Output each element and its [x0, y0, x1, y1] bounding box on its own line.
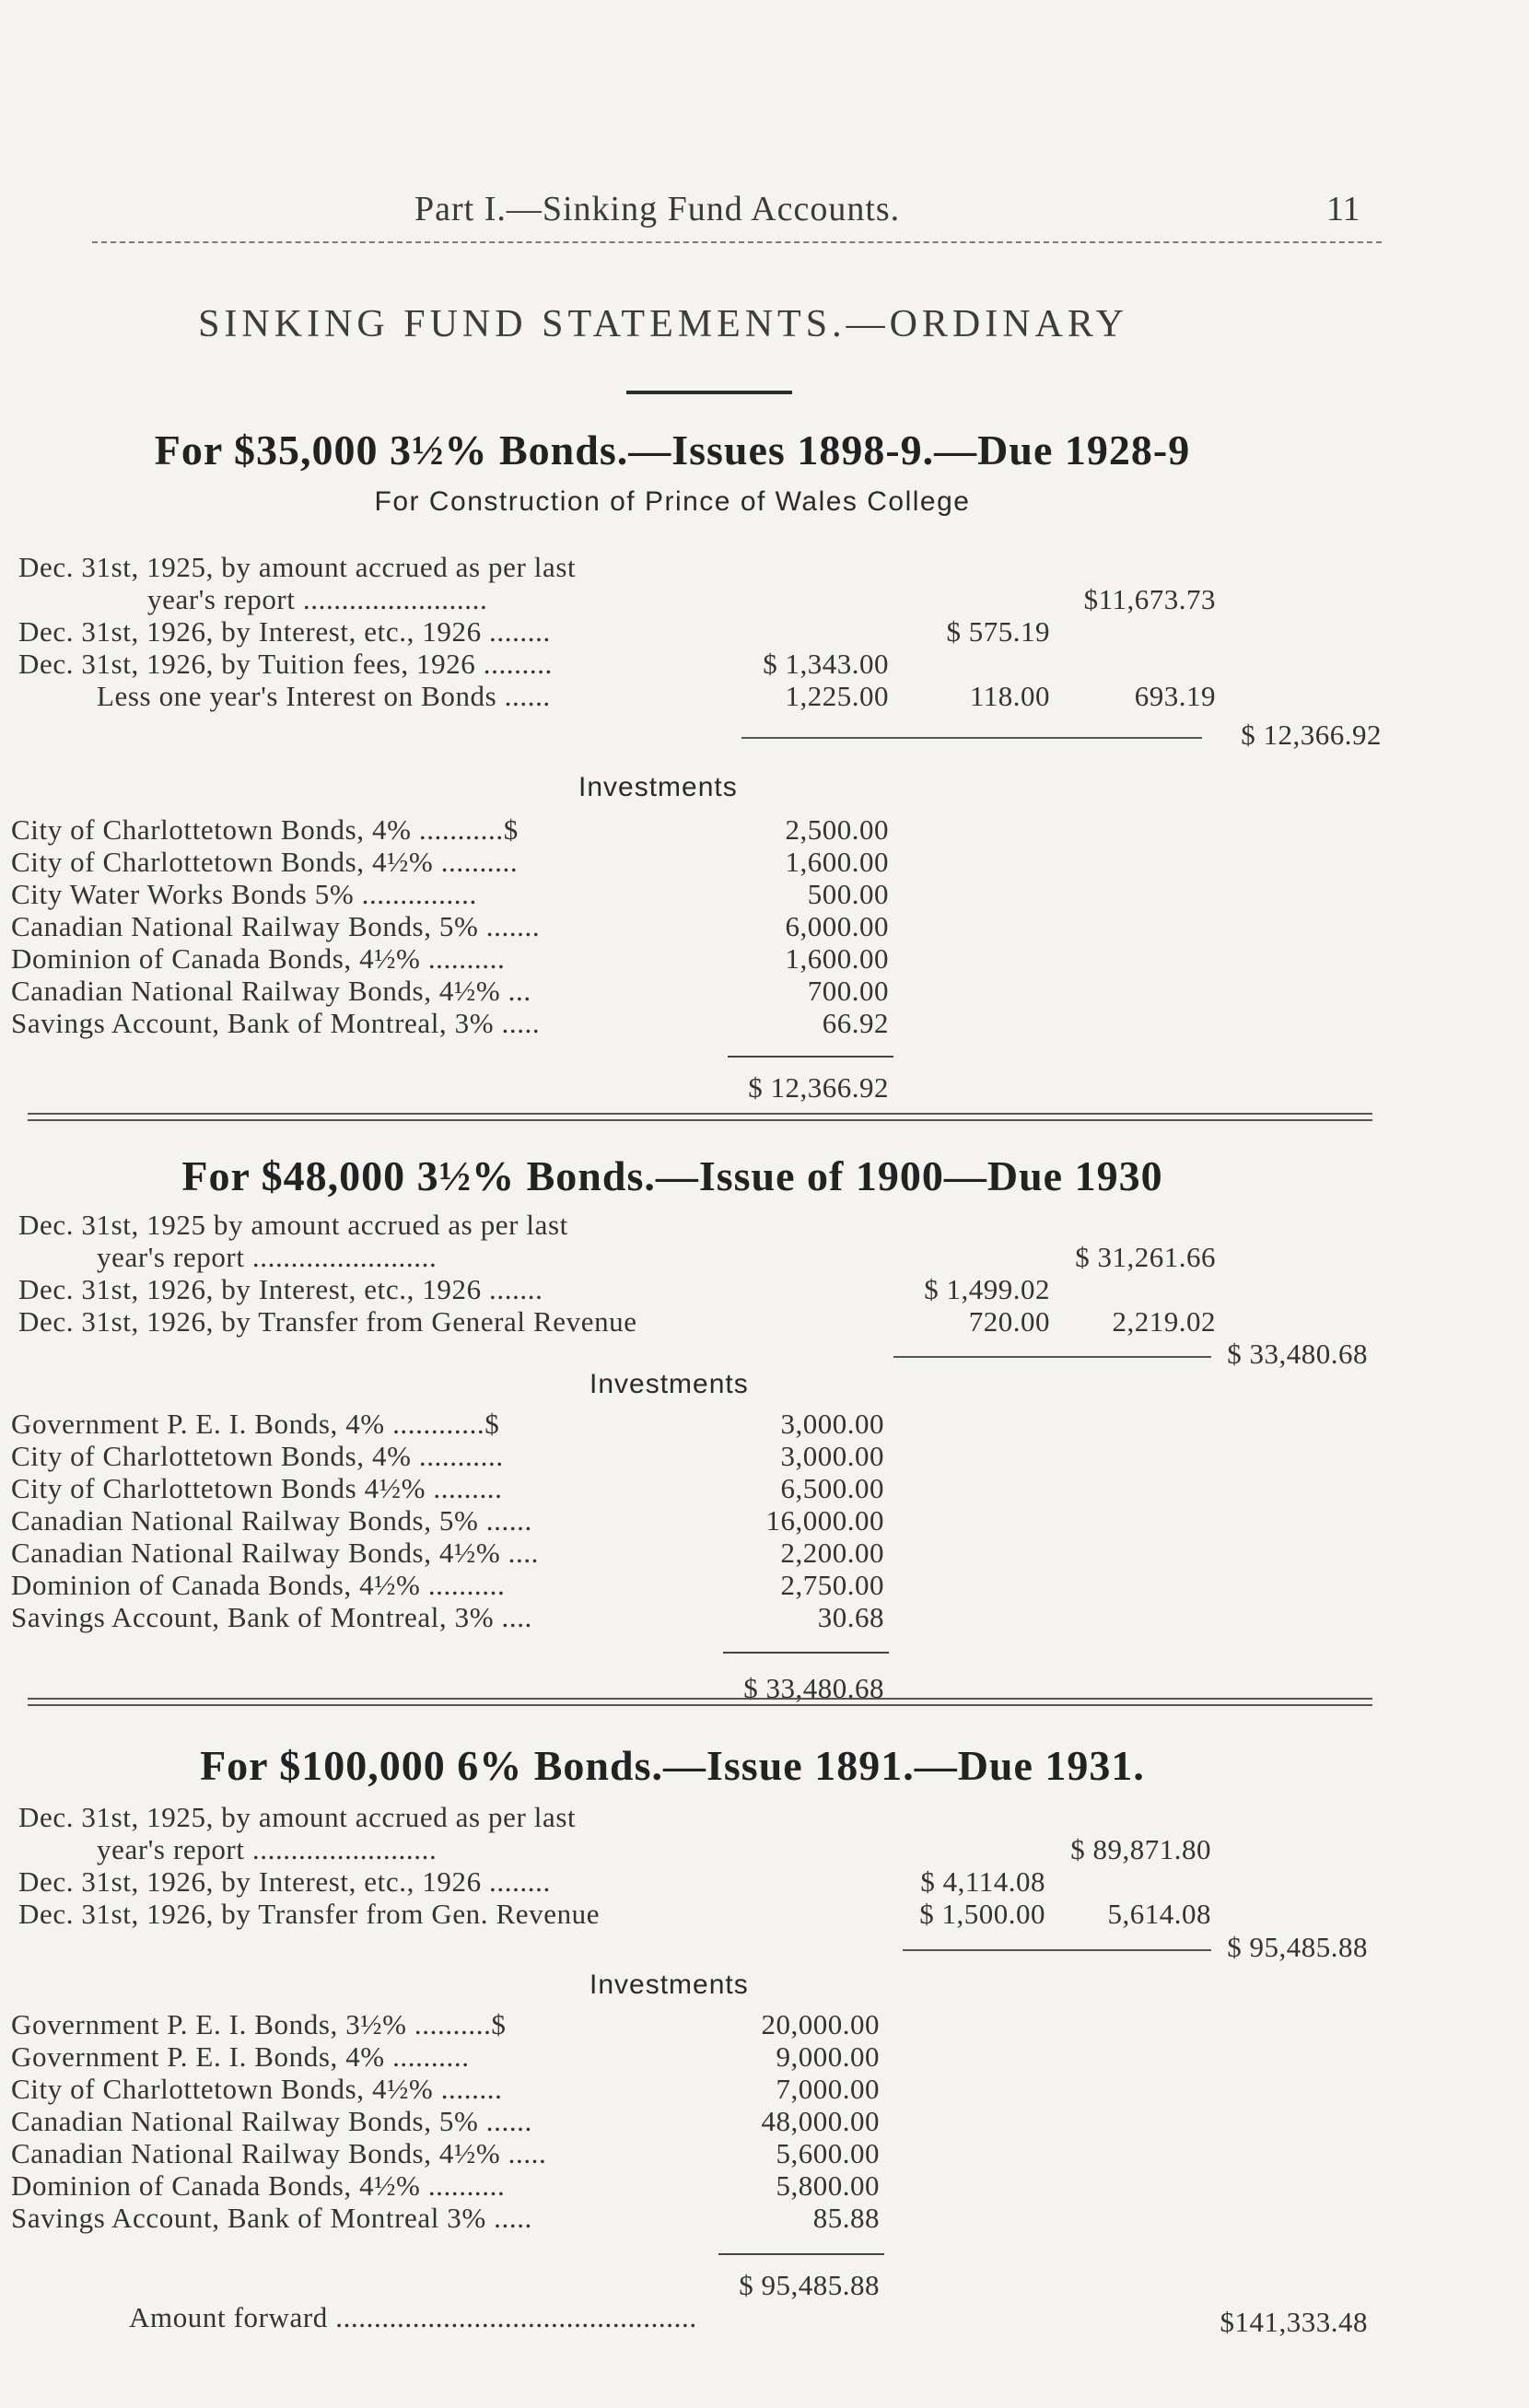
investment-amount: 30.68	[817, 1601, 884, 1633]
entry-amount-inner: 1,225.00	[785, 680, 889, 712]
sum-rule	[723, 1652, 889, 1654]
amount-forward-value: $141,333.48	[1220, 2306, 1368, 2338]
investment-amount: 85.88	[812, 2202, 880, 2234]
investment-label: Dominion of Canada Bonds, 4½% ..........	[11, 1569, 506, 1601]
investment-amount: 20,000.00	[761, 2008, 880, 2040]
section-total: $ 95,485.88	[1227, 1931, 1368, 1963]
investment-label: Canadian National Railway Bonds, 5% ......	[11, 2105, 532, 2137]
entry-label: Dec. 31st, 1926, by Transfer from General Revenue	[18, 1305, 637, 1338]
sum-rule	[728, 1056, 893, 1058]
entry-label: year's report ........................	[97, 1833, 438, 1865]
entry-amount-inner: $ 1,343.00	[763, 648, 889, 680]
entry-label: Dec. 31st, 1925 by amount accrued as per last	[18, 1209, 568, 1241]
entry-label: Dec. 31st, 1926, by Interest, etc., 1926 ........	[18, 1865, 551, 1898]
entry-label: Dec. 31st, 1925, by amount accrued as per last	[18, 1801, 577, 1833]
investments-total: $ 95,485.88	[739, 2269, 880, 2301]
entry-label: Less one year's Interest on Bonds ......	[97, 680, 551, 712]
page-number: 11	[1326, 190, 1360, 228]
investment-label: Savings Account, Bank of Montreal, 3% .....	[11, 1007, 541, 1039]
entry-amount-inner: $ 1,499.02	[924, 1273, 1050, 1305]
entry-amount-inner: 720.00	[968, 1305, 1050, 1338]
entry-amount-total: $11,673.73	[1083, 583, 1216, 615]
investment-label: Canadian National Railway Bonds, 5% ......	[11, 1504, 532, 1537]
investment-label: City of Charlottetown Bonds, 4% ...........	[11, 1440, 504, 1472]
entry-amount-mid: $ 89,871.80	[1070, 1833, 1211, 1865]
section-title-1: For $35,000 3½% Bonds.—Issues 1898-9.—Due 1928-9	[154, 427, 1191, 473]
investment-amount: 2,750.00	[780, 1569, 884, 1601]
investment-amount: 48,000.00	[761, 2105, 880, 2137]
investments-total: $ 12,366.92	[748, 1071, 889, 1104]
entry-label: year's report ........................	[97, 1241, 438, 1273]
investment-amount: 700.00	[807, 975, 889, 1007]
investment-amount: 2,500.00	[785, 813, 889, 846]
amount-forward-label: Amount forward ...............................................	[129, 2301, 697, 2333]
entry-amount-mid: 2,219.02	[1112, 1305, 1216, 1338]
section-total: $ 12,366.92	[1241, 719, 1382, 751]
running-head: Part I.—Sinking Fund Accounts.	[414, 190, 901, 228]
investments-heading: Investments	[578, 772, 738, 802]
investments-heading: Investments	[589, 1369, 749, 1399]
page-title: SINKING FUND STATEMENTS.—ORDINARY	[198, 303, 1128, 345]
investment-label: City of Charlottetown Bonds, 4% ...........$	[11, 813, 519, 846]
investment-amount: 66.92	[822, 1007, 889, 1039]
entry-label: Dec. 31st, 1926, by Interest, etc., 1926 .......	[18, 1273, 543, 1305]
section-title-3: For $100,000 6% Bonds.—Issue 1891.—Due 1931.	[200, 1742, 1145, 1789]
entry-amount-inner: $ 4,114.08	[920, 1865, 1045, 1898]
section-divider	[28, 1698, 1372, 1706]
entry-label: Dec. 31st, 1926, by Interest, etc., 1926 ........	[18, 615, 551, 648]
sum-rule	[718, 2253, 884, 2255]
investment-label: Government P. E. I. Bonds, 4% ..........	[11, 2040, 470, 2073]
investment-amount: 1,600.00	[785, 846, 889, 878]
entry-amount-mid: 118.00	[969, 680, 1050, 712]
investment-label: Government P. E. I. Bonds, 3½% ..........$	[11, 2008, 507, 2040]
entry-amount-mid: $ 31,261.66	[1075, 1241, 1216, 1273]
investment-label: Savings Account, Bank of Montreal, 3% ....	[11, 1601, 532, 1633]
header-rule	[92, 241, 1382, 243]
entry-amount-total: 693.19	[1134, 680, 1216, 712]
investments-total: $ 33,480.68	[743, 1672, 884, 1704]
investment-amount: 2,200.00	[780, 1537, 884, 1569]
investment-label: Dominion of Canada Bonds, 4½% ..........	[11, 942, 506, 975]
investment-amount: 5,800.00	[776, 2169, 880, 2202]
investment-label: City Water Works Bonds 5% ...............	[11, 878, 477, 910]
investment-label: Government P. E. I. Bonds, 4% ............$	[11, 1408, 500, 1440]
investment-label: City of Charlottetown Bonds, 4½% ..........	[11, 846, 519, 878]
investment-label: City of Charlottetown Bonds, 4½% ........	[11, 2073, 503, 2105]
investment-label: Canadian National Railway Bonds, 4½% ....	[11, 1537, 540, 1569]
entry-label: Dec. 31st, 1925, by amount accrued as per last	[18, 551, 577, 583]
investment-amount: 1,600.00	[785, 942, 889, 975]
title-rule	[626, 391, 792, 394]
investments-heading: Investments	[589, 1970, 749, 2000]
investment-amount: 9,000.00	[776, 2040, 880, 2073]
entry-label: Dec. 31st, 1926, by Tuition fees, 1926 .........	[18, 648, 553, 680]
investment-amount: 3,000.00	[780, 1440, 884, 1472]
investment-amount: 16,000.00	[765, 1504, 884, 1537]
entry-amount-mid: $ 575.19	[946, 615, 1050, 648]
investment-label: Canadian National Railway Bonds, 4½% .....	[11, 2137, 547, 2169]
section-title-2: For $48,000 3½% Bonds.—Issue of 1900—Due 1930	[181, 1152, 1163, 1199]
entry-label: Dec. 31st, 1926, by Transfer from Gen. Revenue	[18, 1898, 601, 1930]
investment-label: Canadian National Railway Bonds, 4½% ...	[11, 975, 531, 1007]
section-total: $ 33,480.68	[1227, 1338, 1368, 1370]
investment-label: Dominion of Canada Bonds, 4½% ..........	[11, 2169, 506, 2202]
investment-label: Canadian National Railway Bonds, 5% .......	[11, 910, 541, 942]
investment-amount: 7,000.00	[776, 2073, 880, 2105]
investment-amount: 6,500.00	[780, 1472, 884, 1504]
investment-label: City of Charlottetown Bonds 4½% .........	[11, 1472, 503, 1504]
total-rule	[741, 737, 1202, 739]
entry-amount-inner: $ 1,500.00	[919, 1898, 1045, 1930]
entry-amount-mid: 5,614.08	[1107, 1898, 1211, 1930]
section-divider	[28, 1113, 1372, 1121]
investment-amount: 6,000.00	[785, 910, 889, 942]
investment-amount: 3,000.00	[780, 1408, 884, 1440]
investment-amount: 5,600.00	[776, 2137, 880, 2169]
entry-label: year's report ........................	[147, 583, 488, 615]
investment-label: Savings Account, Bank of Montreal 3% .....	[11, 2202, 532, 2234]
section-subtitle-1: For Construction of Prince of Wales College	[374, 486, 971, 517]
investment-amount: 500.00	[807, 878, 889, 910]
